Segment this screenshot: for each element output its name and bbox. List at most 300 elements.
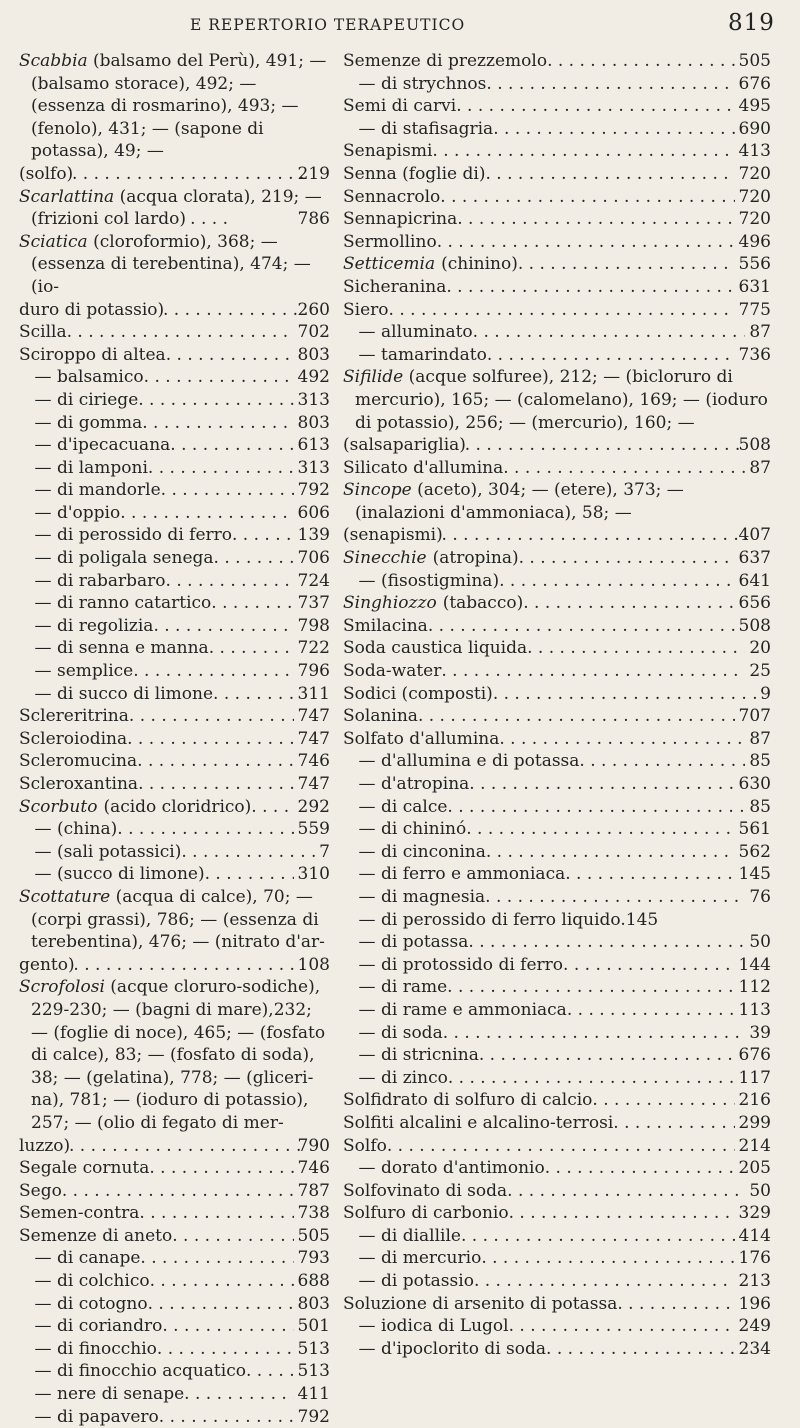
entry-text: gento)	[19, 954, 75, 975]
index-entry	[19, 728, 330, 751]
entry-page: 313	[297, 389, 330, 410]
entry-text: (solfo)	[19, 163, 74, 184]
ditto-dash: —	[358, 1225, 376, 1246]
index-subentry	[343, 1225, 771, 1248]
index-entry	[343, 660, 771, 683]
entry-label: di rabarbaro	[57, 570, 166, 591]
index-entry	[19, 1180, 330, 1203]
index-subentry	[343, 1067, 771, 1090]
entry-label: Soluzione di arsenito di potassa	[343, 1293, 618, 1314]
entry-text: (senapismi)	[343, 525, 443, 546]
entry-page: 213	[738, 1271, 771, 1292]
ditto-dash: —	[358, 977, 376, 998]
entry-list	[343, 1089, 771, 1157]
ditto-dash: —	[358, 322, 376, 343]
index-entry	[343, 683, 771, 706]
ditto-dash: —	[34, 593, 52, 614]
index-entry	[19, 1157, 330, 1180]
index-subentry	[19, 1315, 330, 1338]
entry-page: 747	[297, 774, 330, 794]
index-entry-singhiozzo	[343, 592, 771, 615]
ditto-dash: —	[34, 457, 52, 478]
entry-page: 39	[749, 1022, 771, 1043]
ditto-dash: —	[358, 1158, 376, 1179]
entry-label: di lamponi	[57, 457, 148, 478]
ditto-dash: —	[358, 1316, 376, 1337]
subentry-list	[19, 818, 330, 886]
entry-page: 559	[297, 819, 330, 840]
subentry-list	[343, 73, 771, 96]
ditto-dash: —	[34, 1271, 52, 1292]
ditto-dash: —	[358, 954, 376, 975]
entry-label: d'oppio	[57, 502, 121, 523]
entry-label: di gomma	[57, 412, 143, 433]
entry-page: 205	[738, 1158, 771, 1179]
entry-page: 87	[749, 457, 771, 478]
entry-page: 613	[297, 435, 330, 456]
ditto-dash: —	[34, 1316, 52, 1337]
entry-page: 492	[297, 367, 330, 388]
entry-page: 508	[738, 435, 771, 456]
entry-page: 87	[749, 322, 771, 343]
index-entry	[19, 344, 330, 367]
index-subentry	[343, 1338, 771, 1361]
index-entry-sincope	[343, 479, 771, 547]
entry-text: (salsapariglia)	[343, 435, 466, 456]
entry-page: 411	[297, 1384, 330, 1405]
index-subentry	[19, 457, 330, 480]
entry-text: (acque cloruro-sodiche), 229-230; — (bagni di mare),232; — (foglie di noce), 465; — (fosfato di calce), 83; — (fosfato di soda), 38; — (gelatina), 778; — (gliceri- na), 781; — (ioduro di potassio), 257; — (olio di fegato di mer-	[31, 977, 326, 1133]
entry-label: Scleromucina	[19, 751, 138, 772]
subentry-list	[343, 321, 771, 366]
index-subentry	[19, 683, 330, 706]
entry-page: 501	[297, 1316, 330, 1337]
entry-label: di ferro e ammoniaca	[381, 864, 566, 885]
entry-label: (atropina)	[432, 548, 519, 569]
index-entry-scabbia	[19, 50, 330, 186]
entry-label: d'atropina	[381, 774, 470, 794]
entry-page: 214	[738, 1135, 771, 1156]
index-subentry	[19, 479, 330, 502]
entry-label: Solanina	[343, 706, 418, 727]
index-subentry	[343, 344, 771, 367]
index-entry	[343, 1135, 771, 1158]
index-subentry	[343, 1044, 771, 1067]
ditto-dash: —	[358, 1022, 376, 1043]
entry-page: 508	[738, 615, 771, 636]
index-entry-scrofolosi	[19, 976, 330, 1157]
entry-label: d'allumina e di potassa	[381, 751, 580, 772]
entry-page: 139	[297, 525, 330, 546]
ditto-dash: —	[358, 886, 376, 907]
entry-page: 311	[297, 683, 330, 704]
entry-page: 747	[297, 728, 330, 749]
entry-term: Scrofolosi	[19, 977, 105, 998]
entry-page: 413	[738, 141, 771, 162]
subentry-list	[19, 366, 330, 705]
subentry-list	[343, 570, 771, 593]
entry-page: 112	[738, 977, 771, 998]
ditto-dash: —	[358, 344, 376, 365]
index-subentry	[19, 1406, 330, 1428]
ditto-dash: —	[34, 841, 52, 862]
entry-label: di finocchio	[57, 1338, 157, 1359]
entry-label: (sali potassici)	[57, 841, 182, 862]
page-header	[0, 6, 800, 40]
entry-term: Sinecchie	[343, 548, 427, 569]
entry-term: Scabbia	[19, 51, 88, 71]
ditto-dash: —	[358, 909, 376, 930]
index-subentry	[343, 909, 771, 932]
index-entry	[19, 773, 330, 796]
entry-page: 722	[297, 638, 330, 659]
ditto-dash: —	[358, 796, 376, 817]
ditto-dash: —	[358, 999, 376, 1020]
entry-page: 787	[297, 1180, 330, 1201]
entry-label: di chininó	[381, 819, 467, 840]
index-subentry	[19, 1360, 330, 1383]
entry-label: di mandorle	[57, 480, 161, 501]
entry-label: Sclereritrina	[19, 706, 129, 727]
index-entry-setticemia	[343, 253, 771, 276]
entry-page: 299	[738, 1112, 771, 1133]
index-subentry	[343, 931, 771, 954]
index-subentry	[343, 570, 771, 593]
entry-page: 117	[738, 1067, 771, 1088]
entry-page: 746	[297, 1158, 330, 1179]
entry-page: 792	[297, 1406, 330, 1427]
entry-label: Sennacrolo	[343, 186, 441, 207]
index-subentry	[343, 841, 771, 864]
ditto-dash: —	[358, 1271, 376, 1292]
entry-label: di cotogno	[57, 1293, 148, 1314]
ditto-dash: —	[34, 502, 52, 523]
entry-label: Silicato d'allumina	[343, 457, 504, 478]
entry-page: 792	[297, 480, 330, 501]
ditto-dash: —	[358, 1045, 376, 1066]
index-subentry	[343, 796, 771, 819]
ditto-dash: —	[358, 1338, 376, 1359]
entry-term: Scorbuto	[19, 796, 98, 817]
entry-page: 85	[749, 796, 771, 817]
entry-label: Segale cornuta	[19, 1158, 150, 1179]
entry-list	[343, 276, 771, 321]
entry-label: di coriandro	[57, 1316, 163, 1337]
entry-page: 706	[297, 548, 330, 569]
entry-list	[19, 705, 330, 795]
entry-label: di canape	[57, 1248, 141, 1269]
index-entry-sciatica	[19, 231, 330, 321]
entry-page: 796	[297, 661, 330, 682]
entry-label: di magnesia	[381, 886, 486, 907]
entry-page: 630	[738, 774, 771, 794]
index-entry	[343, 728, 771, 751]
entry-label: alluminato	[381, 322, 473, 343]
index-subentry	[343, 118, 771, 141]
index-subentry	[19, 412, 330, 435]
entry-page: 407	[738, 525, 771, 546]
entry-page: 556	[738, 254, 771, 275]
index-entry	[343, 208, 771, 231]
entry-label: Semi di carvi	[343, 96, 457, 117]
index-subentry	[19, 389, 330, 412]
entry-page: 9	[760, 683, 771, 704]
entry-page: 746	[297, 751, 330, 772]
ditto-dash: —	[358, 118, 376, 139]
ditto-dash: —	[34, 819, 52, 840]
entry-page: 724	[297, 570, 330, 591]
index-subentry	[343, 73, 771, 96]
index-subentry	[19, 637, 330, 660]
entry-text: (acqua clorata), 219; — (frizioni col lardo)	[31, 186, 322, 230]
index-subentry	[19, 863, 330, 886]
entry-page: 505	[297, 1225, 330, 1246]
ditto-dash: —	[34, 412, 52, 433]
entry-page: 145	[625, 909, 659, 930]
ditto-dash: —	[34, 864, 52, 885]
index-subentry	[19, 524, 330, 547]
entry-label: (chinino)	[441, 254, 518, 275]
entry-page: 786	[297, 209, 330, 230]
entry-page: 414	[738, 1225, 771, 1246]
entry-page: 690	[738, 118, 771, 139]
entry-label: di senna e manna	[57, 638, 209, 659]
entry-page: 775	[738, 299, 771, 320]
index-entry	[343, 276, 771, 299]
ditto-dash: —	[34, 480, 52, 501]
entry-label: Semenze di prezzemolo	[343, 51, 548, 71]
entry-page: 219	[297, 163, 330, 184]
ditto-dash: —	[34, 683, 52, 704]
entry-term: Singhiozzo	[343, 593, 437, 614]
entry-label: di zinco	[381, 1067, 448, 1088]
entry-label: di potassa	[381, 932, 469, 953]
entry-page: 85	[749, 751, 771, 772]
entry-page: 513	[297, 1338, 330, 1359]
index-entry	[343, 186, 771, 209]
entry-label: Sciroppo di altea	[19, 344, 166, 365]
entry-label: Soda-water	[343, 661, 442, 682]
index-entry	[343, 95, 771, 118]
entry-label: Sermollino	[343, 231, 437, 252]
entry-page: 747	[297, 706, 330, 727]
ditto-dash: —	[34, 1406, 52, 1427]
index-entry	[19, 321, 330, 344]
entry-label: di perossido di ferro liquido.	[381, 909, 626, 930]
entry-label: d'ipecacuana	[57, 435, 171, 456]
entry-label: Solfato d'allumina	[343, 728, 500, 749]
ditto-dash: —	[34, 1248, 52, 1269]
entry-label: Sodici (composti)	[343, 683, 493, 704]
entry-label: dorato d'antimonio	[381, 1158, 545, 1179]
index-subentry	[343, 1270, 771, 1293]
entry-text: (acqua di calce), 70; — (corpi grassi), 786; — (essenza di terebentina), 476; — (nitrato d'ar-	[31, 886, 325, 953]
entry-page: 50	[749, 932, 771, 953]
index-column-right	[343, 50, 771, 1360]
entry-text: (cloroformio), 368; — (essenza di terebentina), 474; — (io-	[31, 231, 311, 297]
entry-page: 113	[738, 999, 771, 1020]
entry-page: 329	[738, 1203, 771, 1224]
index-subentry	[343, 886, 771, 909]
entry-page: 216	[738, 1090, 771, 1111]
entry-label: di rame	[381, 977, 448, 998]
index-subentry	[343, 818, 771, 841]
entry-label: di potassio	[381, 1271, 474, 1292]
entry-page: 496	[738, 231, 771, 252]
entry-term: Sifilide	[343, 367, 404, 388]
entry-label: di colchico	[57, 1271, 150, 1292]
index-entry	[343, 231, 771, 254]
entry-label: Solfo	[343, 1135, 387, 1156]
ditto-dash: —	[34, 638, 52, 659]
subentry-list	[343, 118, 771, 141]
index-entry	[19, 1202, 330, 1225]
index-subentry	[19, 615, 330, 638]
subentry-list	[343, 750, 771, 1089]
ditto-dash: —	[358, 841, 376, 862]
page-number: 819	[728, 10, 775, 36]
entry-term: Setticemia	[343, 254, 436, 275]
ditto-dash: —	[358, 819, 376, 840]
ditto-dash: —	[34, 1293, 52, 1314]
entry-label: Scleroxantina	[19, 774, 139, 794]
entry-label: tamarindato	[381, 344, 487, 365]
index-subentry	[343, 750, 771, 773]
entry-page: 249	[738, 1316, 771, 1337]
entry-page: 561	[738, 819, 771, 840]
entry-label: Senna (foglie di)	[343, 163, 486, 184]
entry-label: Solfidrato di solfuro di calcio	[343, 1090, 593, 1111]
entry-page: 513	[297, 1361, 330, 1382]
running-title: E REPERTORIO TERAPEUTICO	[190, 16, 466, 34]
entry-label: nere di senape	[57, 1384, 185, 1405]
entry-label: (china)	[57, 819, 118, 840]
index-subentry	[19, 660, 330, 683]
subentry-list	[19, 1247, 330, 1428]
index-subentry	[343, 1022, 771, 1045]
ditto-dash: —	[34, 548, 52, 569]
entry-label: di poligala senega	[57, 548, 214, 569]
entry-page: 25	[749, 661, 771, 682]
entry-label: di cinconina	[381, 841, 486, 862]
index-entry	[343, 1180, 771, 1203]
entry-label: di protossido di ferro	[381, 954, 564, 975]
entry-label: (tabacco)	[442, 593, 524, 614]
entry-text: (aceto), 304; — (etere), 373; — (inalazioni d'ammoniaca), 58; —	[355, 480, 684, 523]
index-entry	[343, 163, 771, 186]
entry-label: di calce	[381, 796, 448, 817]
entry-label: Sego	[19, 1180, 62, 1201]
entry-label: di stafisagria	[381, 118, 494, 139]
entry-list	[343, 615, 771, 751]
entry-label: Semenze di aneto	[19, 1225, 173, 1246]
index-subentry	[19, 570, 330, 593]
entry-label: balsamico	[57, 367, 144, 388]
entry-label: di finocchio acquatico	[57, 1361, 246, 1382]
index-subentry	[19, 547, 330, 570]
entry-page: 108	[297, 954, 330, 975]
index-subentry	[19, 1383, 330, 1406]
index-entry	[343, 705, 771, 728]
index-subentry	[343, 1157, 771, 1180]
entry-page: 803	[297, 1293, 330, 1314]
entry-text: luzzo)	[19, 1135, 71, 1156]
entry-page: 737	[297, 593, 330, 614]
entry-page: 707	[738, 706, 771, 727]
index-subentry	[19, 1338, 330, 1361]
entry-label: Soda caustica liquida	[343, 638, 528, 659]
entry-page: 688	[297, 1271, 330, 1292]
entry-page: 7	[319, 841, 330, 862]
entry-page: 144	[738, 954, 771, 975]
index-entry	[343, 1202, 771, 1225]
index-entry	[343, 140, 771, 163]
entry-label: Senapismi	[343, 141, 433, 162]
ditto-dash: —	[34, 661, 52, 682]
entry-text: duro di potassio)	[19, 299, 165, 320]
entry-page: 738	[297, 1203, 330, 1224]
index-entry	[343, 615, 771, 638]
index-subentry	[343, 863, 771, 886]
index-subentry	[343, 321, 771, 344]
entry-page: 606	[297, 502, 330, 523]
entry-page: 641	[738, 570, 771, 591]
index-subentry	[19, 502, 330, 525]
ditto-dash: —	[358, 751, 376, 772]
entry-label: Solfiti alcalini e alcalino-terrosi	[343, 1112, 614, 1133]
index-subentry	[343, 773, 771, 796]
entry-page: 676	[738, 1045, 771, 1066]
index-entry	[19, 750, 330, 773]
ditto-dash: —	[358, 932, 376, 953]
entry-term: Sciatica	[19, 231, 88, 252]
entry-list	[343, 140, 771, 253]
entry-text: (balsamo del Perù), 491; — (balsamo storace), 492; — (essenza di rosmarino), 493; — (fenolo), 431; — (sapone di potassa), 49; —	[31, 51, 327, 162]
ditto-dash: —	[358, 864, 376, 885]
entry-list	[343, 1180, 771, 1225]
entry-label: di succo di limone	[57, 683, 214, 704]
entry-label: (succo di limone)	[57, 864, 205, 885]
entry-label: Scleroiodina	[19, 728, 128, 749]
entry-page: 50	[749, 1180, 771, 1201]
entry-page: 495	[738, 96, 771, 117]
index-subentry	[19, 592, 330, 615]
entry-page: 793	[297, 1248, 330, 1269]
entry-label: di soda	[381, 1022, 443, 1043]
entry-label: Solfuro di carbonio	[343, 1203, 509, 1224]
ditto-dash: —	[34, 525, 52, 546]
entry-page: 20	[749, 638, 771, 659]
ditto-dash: —	[358, 73, 376, 94]
ditto-dash: —	[358, 774, 376, 794]
entry-page: 790	[297, 1135, 330, 1156]
ditto-dash: —	[358, 570, 376, 591]
entry-page: 292	[297, 796, 330, 817]
entry-text: (acque solfuree), 212; — (bicloruro di mercurio), 165; — (calomelano), 169; — (ioduro di potassio), 256; — (mercurio), 160; —	[355, 367, 768, 433]
index-subentry	[19, 1247, 330, 1270]
entry-page: 631	[738, 276, 771, 297]
index-subentry	[343, 1315, 771, 1338]
entry-page: 310	[297, 864, 330, 885]
ditto-dash: —	[34, 1338, 52, 1359]
entry-label: Solfovinato di soda	[343, 1180, 508, 1201]
entry-label: di perossido di ferro	[57, 525, 232, 546]
ditto-dash: —	[34, 435, 52, 456]
entry-page: 313	[297, 457, 330, 478]
entry-label: Scilla	[19, 322, 67, 343]
subentry-list	[343, 1157, 771, 1180]
entry-label: di rame e ammoniaca	[381, 999, 567, 1020]
